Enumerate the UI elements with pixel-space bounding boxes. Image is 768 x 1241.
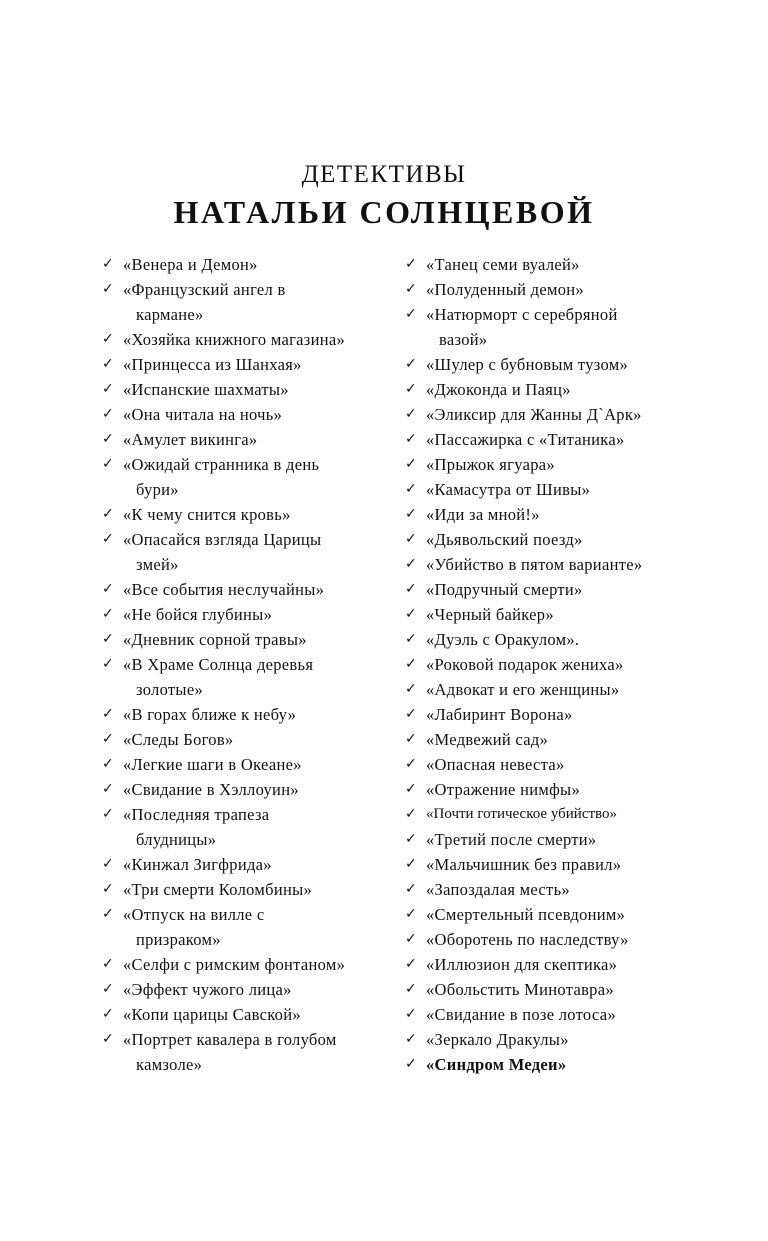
book-list-item	[405, 827, 705, 852]
book-list-item	[405, 927, 705, 952]
book-list-item	[102, 802, 402, 852]
check-icon: ✓	[405, 781, 418, 797]
check-icon: ✓	[405, 731, 418, 747]
book-title: «Кинжал Зигфрида»	[123, 855, 272, 874]
check-icon: ✓	[102, 856, 115, 872]
series-title: ДЕТЕКТИВЫ	[301, 161, 467, 188]
book-list-item	[102, 627, 402, 652]
check-icon: ✓	[102, 456, 115, 472]
book-list-item	[102, 777, 402, 802]
book-list-item	[102, 252, 402, 277]
check-icon: ✓	[102, 431, 115, 447]
book-list-item	[405, 852, 705, 877]
book-list-item	[405, 527, 705, 552]
book-title: «Отпуск на вилле с	[123, 905, 265, 924]
book-title: «Портрет кавалера в голубом	[123, 1030, 337, 1049]
check-icon: ✓	[405, 856, 418, 872]
book-title: «Испанские шахматы»	[123, 380, 289, 399]
check-icon: ✓	[102, 406, 115, 422]
check-icon: ✓	[405, 1006, 418, 1022]
book-title: «Синдром Медеи»	[426, 1055, 567, 1074]
book-title: «Дуэль с Оракулом».	[426, 630, 580, 649]
check-icon: ✓	[405, 981, 418, 997]
book-list-item	[102, 352, 402, 377]
check-icon: ✓	[405, 706, 418, 722]
book-list-item	[405, 627, 705, 652]
check-icon: ✓	[405, 381, 418, 397]
check-icon: ✓	[405, 681, 418, 697]
book-list-item	[405, 577, 705, 602]
book-title-continuation: призраком»	[136, 930, 221, 949]
book-list-item	[405, 902, 705, 927]
book-title: «Роковой подарок жениха»	[426, 655, 624, 674]
book-list-item	[102, 1027, 402, 1077]
check-icon: ✓	[405, 931, 418, 947]
book-list-item	[405, 977, 705, 1002]
book-title-continuation: золотые»	[136, 680, 203, 699]
book-list-item	[102, 727, 402, 752]
check-icon: ✓	[102, 756, 115, 772]
check-icon: ✓	[405, 881, 418, 897]
check-icon: ✓	[405, 356, 418, 372]
check-icon: ✓	[102, 506, 115, 522]
check-icon: ✓	[405, 581, 418, 597]
check-icon: ✓	[405, 656, 418, 672]
book-list-item	[405, 702, 705, 727]
book-title-continuation: змей»	[136, 555, 179, 574]
check-icon: ✓	[102, 1031, 115, 1047]
book-list-item	[405, 477, 705, 502]
check-icon: ✓	[405, 306, 418, 322]
check-icon: ✓	[405, 456, 418, 472]
book-list-item	[102, 977, 402, 1002]
check-icon: ✓	[405, 1031, 418, 1047]
check-icon: ✓	[102, 706, 115, 722]
book-title: «Ожидай странника в день	[123, 455, 320, 474]
page-header	[0, 160, 768, 232]
book-title-continuation: бури»	[136, 480, 179, 499]
check-icon: ✓	[405, 431, 418, 447]
check-icon: ✓	[102, 1006, 115, 1022]
book-title: «Обольстить Минотавра»	[426, 980, 614, 999]
book-title: «Легкие шаги в Океане»	[123, 755, 302, 774]
book-list-right	[405, 252, 705, 1077]
book-title: «Подручный смерти»	[426, 580, 583, 599]
check-icon: ✓	[405, 756, 418, 772]
check-icon: ✓	[405, 631, 418, 647]
check-icon: ✓	[405, 531, 418, 547]
check-icon: ✓	[102, 806, 115, 822]
book-title: «Джоконда и Паяц»	[426, 380, 571, 399]
book-title: «Черный байкер»	[426, 605, 554, 624]
book-title: «Она читала на ночь»	[123, 405, 283, 424]
book-title: «Медвежий сад»	[426, 730, 549, 749]
check-icon: ✓	[102, 731, 115, 747]
book-title: «В горах ближе к небу»	[123, 705, 297, 724]
check-icon: ✓	[405, 556, 418, 572]
book-title-continuation: вазой»	[439, 330, 488, 349]
check-icon: ✓	[102, 331, 115, 347]
book-title: «Опасная невеста»	[426, 755, 565, 774]
book-title: «Иллюзион для скептика»	[426, 955, 618, 974]
book-list-item	[102, 602, 402, 627]
check-icon: ✓	[102, 906, 115, 922]
book-list-item	[405, 652, 705, 677]
check-icon: ✓	[405, 806, 417, 822]
book-title: «Амулет викинга»	[123, 430, 258, 449]
book-title: «Убийство в пятом варианте»	[426, 555, 643, 574]
check-icon: ✓	[405, 831, 418, 847]
book-list-item	[102, 327, 402, 352]
book-title: «Почти готическое убийство»	[426, 806, 618, 822]
book-list-item	[405, 1027, 705, 1052]
book-list-item	[405, 602, 705, 627]
book-list-left	[102, 252, 402, 1077]
book-list-item	[102, 852, 402, 877]
book-title: «Принцесса из Шанхая»	[123, 355, 302, 374]
check-icon: ✓	[102, 581, 115, 597]
book-title: «Запоздалая месть»	[426, 880, 570, 899]
book-title: «Селфи с римским фонтаном»	[123, 955, 346, 974]
book-title: «Третий после смерти»	[426, 830, 597, 849]
book-list-item	[405, 402, 705, 427]
book-title: «Венера и Демон»	[123, 255, 258, 274]
book-list-item	[102, 502, 402, 527]
book-title: «Дьявольский поезд»	[426, 530, 583, 549]
book-title: «Свидание в Хэллоуин»	[123, 780, 299, 799]
book-title: «Смертельный псевдоним»	[426, 905, 626, 924]
book-list-item	[102, 277, 402, 327]
book-list-item	[405, 352, 705, 377]
check-icon: ✓	[102, 606, 115, 622]
book-title: «Копи царицы Савской»	[123, 1005, 301, 1024]
check-icon: ✓	[102, 881, 115, 897]
book-list-item	[102, 527, 402, 577]
book-title: «Не бойся глубины»	[123, 605, 273, 624]
book-title: «Зеркало Дракулы»	[426, 1030, 569, 1049]
check-icon: ✓	[405, 956, 418, 972]
check-icon: ✓	[102, 531, 115, 547]
book-list-item	[102, 877, 402, 902]
check-icon: ✓	[102, 281, 115, 297]
book-title: «Натюрморт с серебряной	[426, 305, 618, 324]
book-list-item	[405, 277, 705, 302]
book-title: «Отражение нимфы»	[426, 780, 580, 799]
book-list-item	[405, 802, 705, 827]
book-title: «Французский ангел в	[123, 280, 286, 299]
book-list-item	[405, 752, 705, 777]
book-list-item	[102, 702, 402, 727]
book-title: «Мальчишник без правил»	[426, 855, 622, 874]
book-title: «Иди за мной!»	[426, 505, 540, 524]
check-icon: ✓	[102, 256, 115, 272]
book-list-item	[102, 902, 402, 952]
book-title: «К чему снится кровь»	[123, 505, 291, 524]
check-icon: ✓	[102, 656, 115, 672]
book-list-item	[405, 427, 705, 452]
book-title: «Дневник сорной травы»	[123, 630, 307, 649]
check-icon: ✓	[405, 906, 418, 922]
book-title: «Шулер с бубновым тузом»	[426, 355, 629, 374]
book-title: «Камасутра от Шивы»	[426, 480, 591, 499]
book-list-item	[405, 727, 705, 752]
book-list-item	[102, 1002, 402, 1027]
book-list-item	[405, 502, 705, 527]
book-list-item	[405, 552, 705, 577]
book-list-item	[102, 952, 402, 977]
book-title: «Три смерти Коломбины»	[123, 880, 313, 899]
check-icon: ✓	[405, 506, 418, 522]
book-list-item	[405, 302, 705, 352]
book-title: «Последняя трапеза	[123, 805, 270, 824]
check-icon: ✓	[102, 631, 115, 647]
book-title: «Лабиринт Ворона»	[426, 705, 573, 724]
check-icon: ✓	[102, 356, 115, 372]
book-title-continuation: кармане»	[136, 305, 204, 324]
book-list-item	[102, 577, 402, 602]
book-title: «Эликсир для Жанны Д`Арк»	[426, 405, 642, 424]
check-icon: ✓	[405, 281, 418, 297]
book-title: «Оборотень по наследству»	[426, 930, 629, 949]
book-title: «Хозяйка книжного магазина»	[123, 330, 346, 349]
book-title: «Танец семи вуалей»	[426, 255, 580, 274]
book-list-item	[102, 652, 402, 702]
check-icon: ✓	[102, 781, 115, 797]
book-title-continuation: камзоле»	[136, 1055, 203, 1074]
check-icon: ✓	[405, 256, 418, 272]
check-icon: ✓	[405, 1056, 418, 1072]
book-list-item	[405, 952, 705, 977]
book-title: «Следы Богов»	[123, 730, 234, 749]
check-icon: ✓	[102, 381, 115, 397]
book-list-item	[102, 402, 402, 427]
book-title: «Опасайся взгляда Царицы	[123, 530, 322, 549]
book-title: «Адвокат и его женщины»	[426, 680, 620, 699]
book-title: «Полуденный демон»	[426, 280, 584, 299]
book-title: «Эффект чужого лица»	[123, 980, 292, 999]
book-list-item	[405, 1052, 705, 1077]
book-title: «Все события неслучайны»	[123, 580, 325, 599]
check-icon: ✓	[102, 981, 115, 997]
book-title: «Прыжок ягуара»	[426, 455, 555, 474]
book-list-item	[102, 752, 402, 777]
book-list-item	[405, 877, 705, 902]
book-list-item	[405, 777, 705, 802]
check-icon: ✓	[405, 406, 418, 422]
check-icon: ✓	[405, 606, 418, 622]
author-title: НАТАЛЬИ СОЛНЦЕВОЙ	[173, 194, 595, 230]
book-list-item	[102, 452, 402, 502]
check-icon: ✓	[405, 481, 418, 497]
book-list-item	[405, 452, 705, 477]
check-icon: ✓	[102, 956, 115, 972]
book-list-item	[405, 377, 705, 402]
book-title-continuation: блудницы»	[136, 830, 217, 849]
book-title: «Свидание в позе лотоса»	[426, 1005, 616, 1024]
book-list-item	[102, 427, 402, 452]
book-title: «В Храме Солнца деревья	[123, 655, 314, 674]
book-title: «Пассажирка с «Титаника»	[426, 430, 625, 449]
book-list-item	[405, 677, 705, 702]
book-list-item	[405, 1002, 705, 1027]
book-list-item	[102, 377, 402, 402]
book-list-item	[405, 252, 705, 277]
